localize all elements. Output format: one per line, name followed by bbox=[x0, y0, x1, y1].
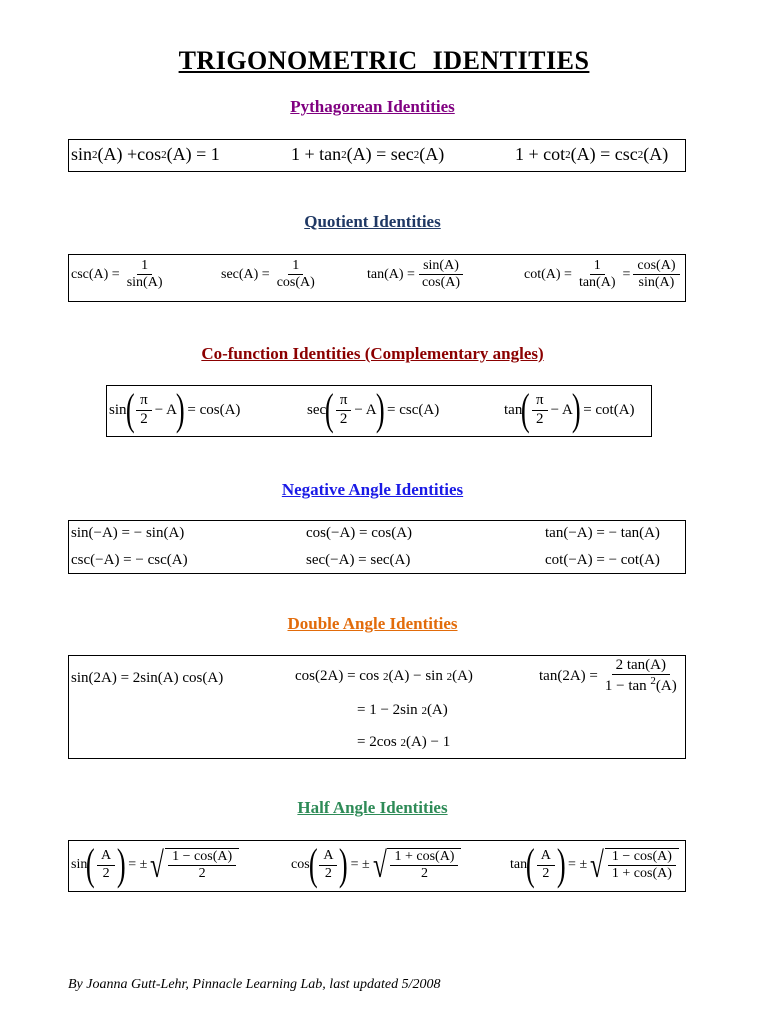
double-cos-line2: = 1 − 2sin 2 (A) bbox=[357, 702, 448, 718]
cofunction-tan: tan ( $\frac{\pi}{2}$ − A ) = cot(A) bbox=[504, 385, 635, 434]
section-heading-negative: Negative Angle Identities bbox=[281, 480, 464, 499]
section-heading-quotient: Quotient Identities bbox=[304, 212, 441, 231]
quotient-tan: tan(A) = $\frac{\sin(A)}{\cos(A)}$ bbox=[367, 258, 467, 291]
pythagorean-identity-3: 1 + cot 2 (A) = csc 2 (A) bbox=[515, 144, 669, 164]
cofunction-sec: sec ( $\frac{\pi}{2}$ − A ) = csc(A) bbox=[307, 385, 440, 434]
quotient-box bbox=[68, 254, 686, 302]
negative-sec: sec(−A) = sec(A) bbox=[306, 552, 411, 568]
double-cos-line1: cos(2A) = cos 2 (A) − sin 2 (A) bbox=[295, 668, 473, 684]
negative-csc: csc(−A) = − csc(A) bbox=[71, 552, 188, 568]
half-cos: cos ( $\frac{A}{2}$ ) = ± √ $\frac{1 + \cos(A)}{2}$ bbox=[291, 843, 461, 887]
double-sin: sin(2A) = 2sin(A) cos(A) bbox=[71, 670, 224, 686]
half-tan: tan ( $\frac{A}{2}$ ) = ± √ $\frac{1 - \cos(A)}{1 + \cos(A)}$ bbox=[510, 843, 679, 887]
footer-credit: By Joanna Gutt-Lehr, Pinnacle Learning Lab, last updated 5/2008 bbox=[68, 977, 441, 992]
double-cos-line3: = 2cos 2 (A) − 1 bbox=[357, 734, 451, 750]
quotient-csc: csc(A) = $\frac{1}{\sin(A)}$ bbox=[71, 258, 163, 291]
section-heading-cofunction: Co-function Identities (Complementary angles) bbox=[201, 344, 544, 363]
half-sin: sin ( $\frac{A}{2}$ ) = ± √ $\frac{1 - \cos(A)}{2}$ bbox=[71, 843, 239, 887]
pythagorean-box bbox=[68, 139, 686, 172]
cofunction-sin: sin ( $\frac{\pi}{2}$ − A ) = cos(A) bbox=[109, 385, 241, 434]
section-heading-half: Half Angle Identities bbox=[297, 798, 448, 817]
negative-cos: cos(−A) = cos(A) bbox=[306, 525, 413, 541]
negative-cot: cot(−A) = − cot(A) bbox=[545, 552, 660, 568]
negative-sin: sin(−A) = − sin(A) bbox=[71, 525, 185, 541]
negative-box bbox=[68, 520, 686, 574]
section-heading-pythagorean: Pythagorean Identities bbox=[290, 97, 455, 116]
pythagorean-identity-1: sin 2 (A) + cos 2 (A) = 1 bbox=[71, 144, 220, 164]
pythagorean-identity-2: 1 + tan 2 (A) = sec 2 (A) bbox=[291, 144, 445, 164]
double-box bbox=[68, 655, 686, 759]
section-heading-double: Double Angle Identities bbox=[287, 614, 458, 633]
negative-tan: tan(−A) = − tan(A) bbox=[545, 525, 660, 541]
page-title: TRIGONOMETRIC IDENTITIES bbox=[178, 46, 590, 75]
quotient-cot: cot(A) = $\frac{1}{\tan(A)}$ = $\frac{\cos(A)}{\sin(A)}$ bbox=[524, 258, 683, 291]
half-box bbox=[68, 840, 686, 892]
double-tan: tan(2A) = $\frac{2 \tan(A)}{1 - \tan ^2(A)}$ bbox=[539, 657, 677, 695]
quotient-sec: sec(A) = $\frac{1}{\cos(A)}$ bbox=[221, 258, 315, 291]
cofunction-box bbox=[106, 385, 652, 437]
